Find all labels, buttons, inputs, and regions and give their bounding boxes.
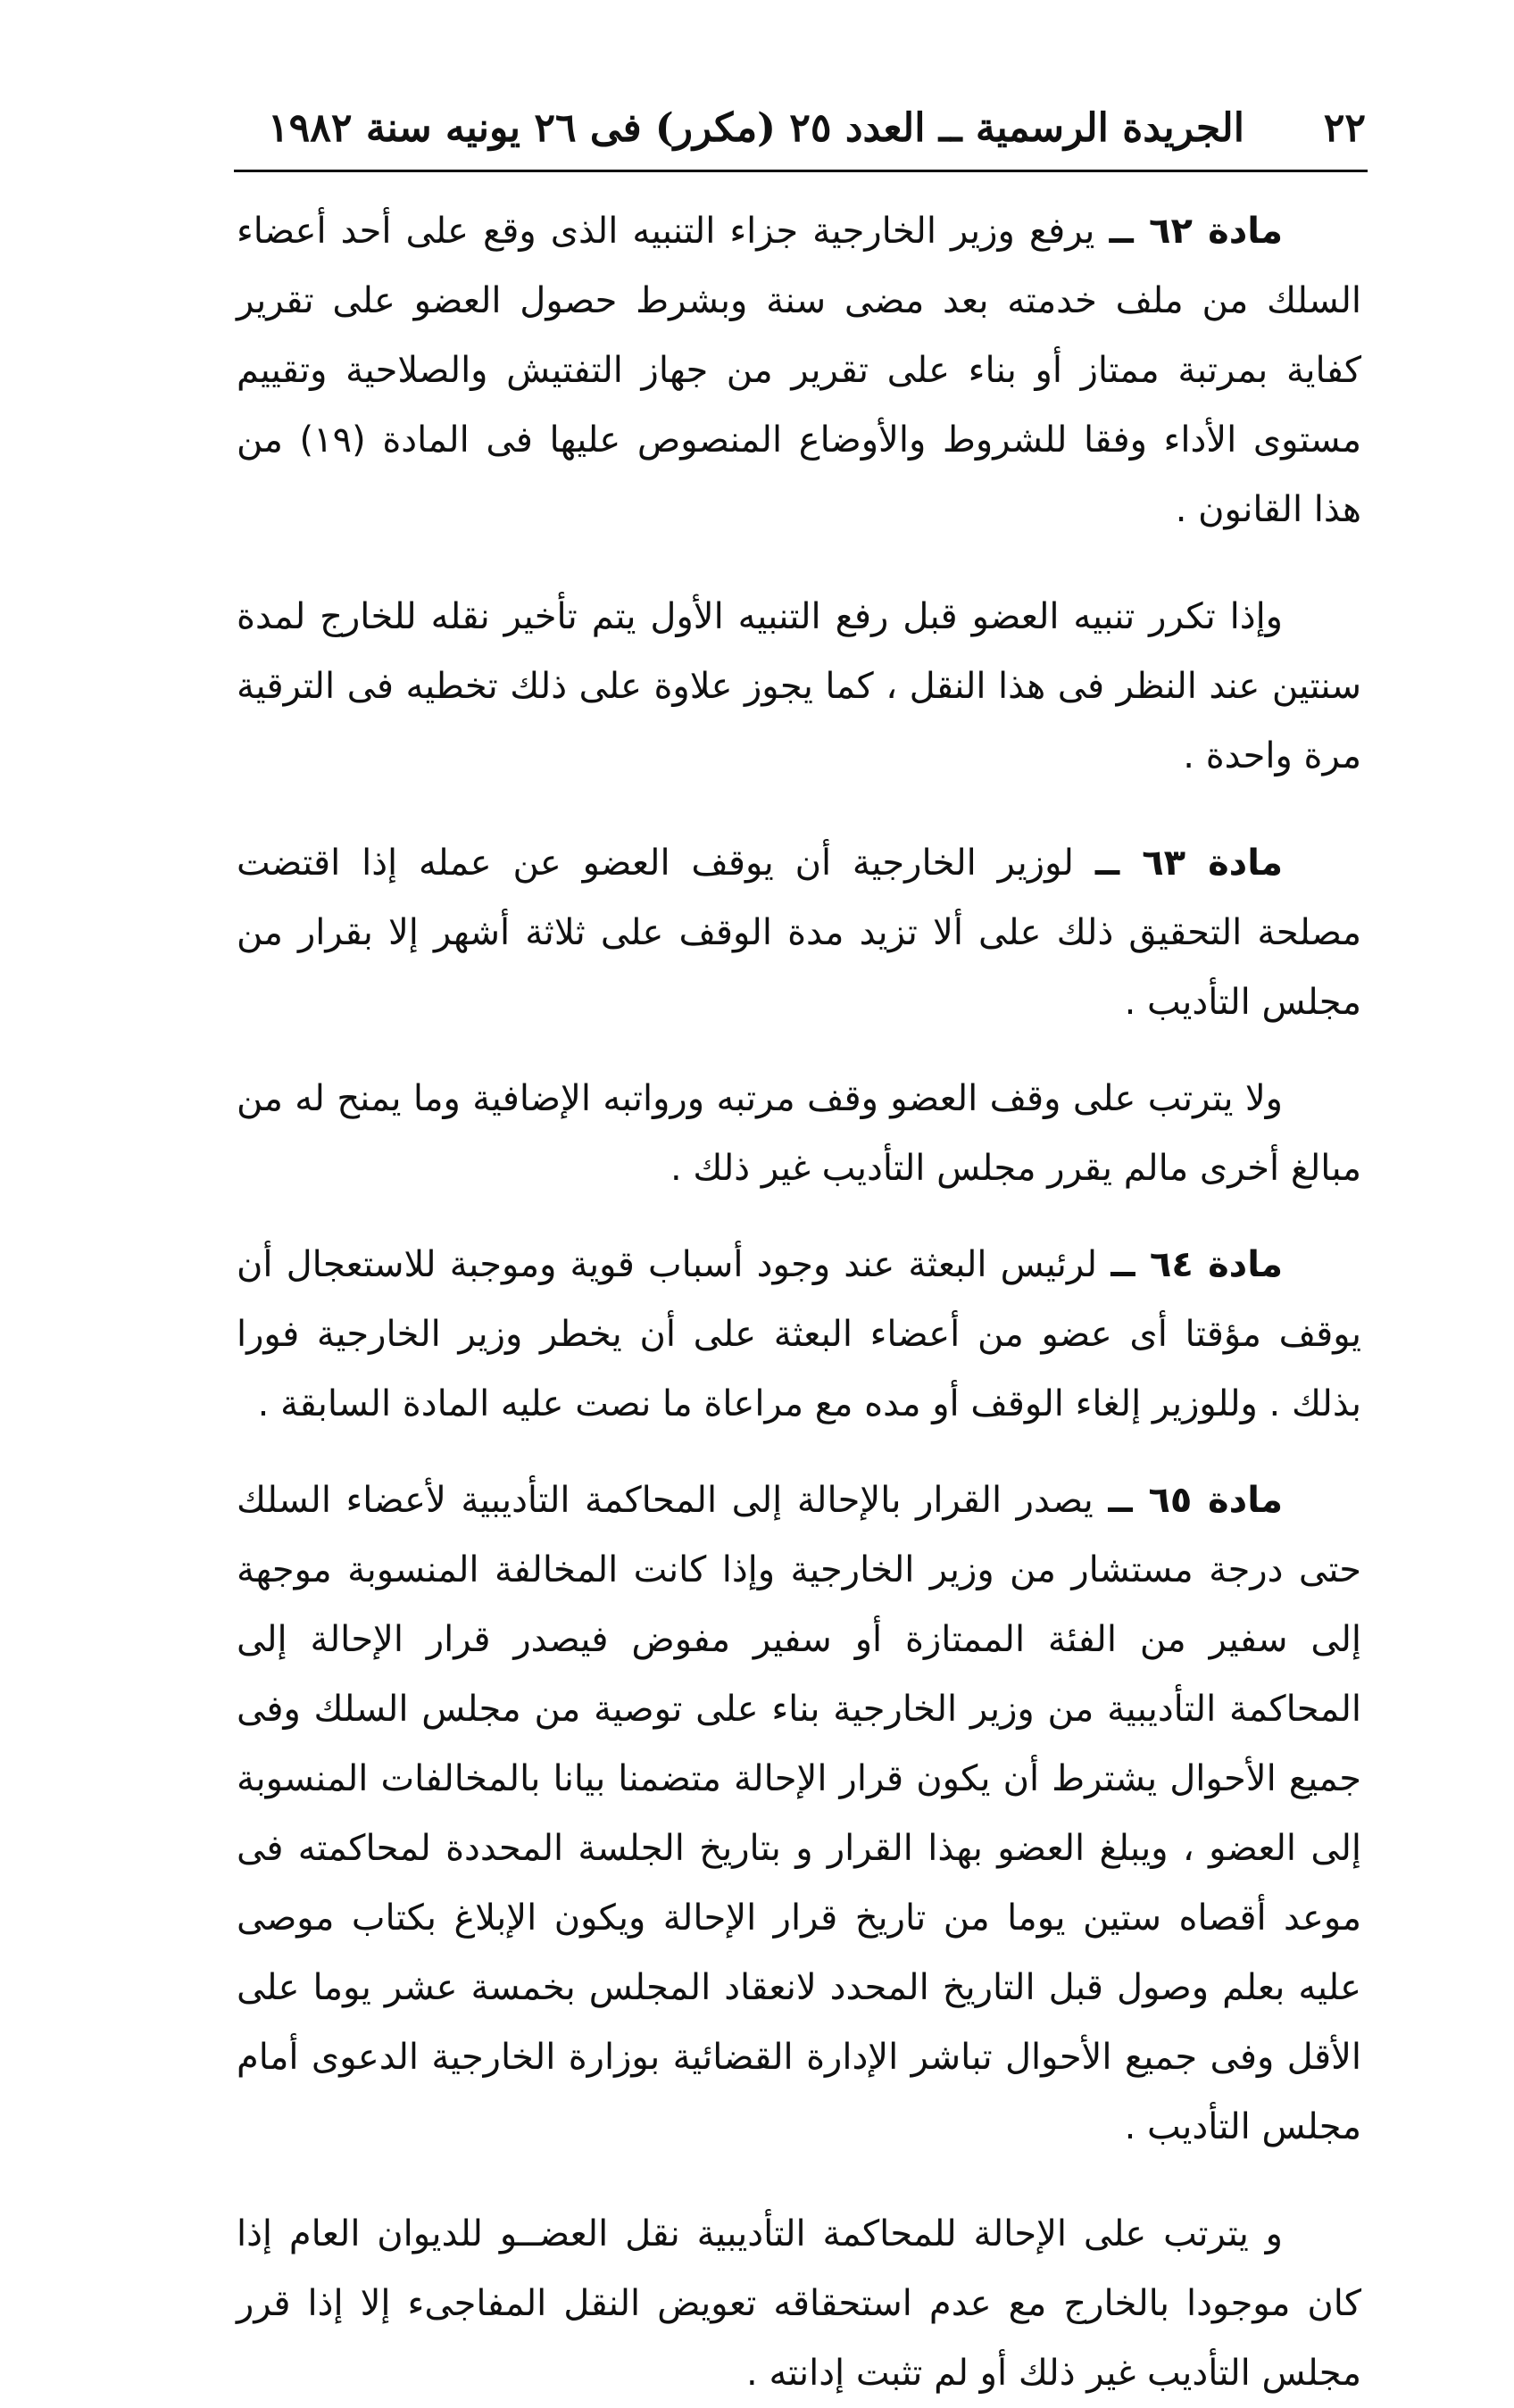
article-label: مادة ٦٥ ــ [1108,1480,1283,1521]
document-body [237,196,1361,2408]
article-62 [237,196,1361,544]
article-text: لرئيس البعثة عند وجود أسباب قوية وموجبة للاستعجال أن يوقف مؤقتا أى عضو من أعضاء البعثة على أن يخطر وزير الخارجية فورا بذلك . وللوزير إلغاء الوقف أو مده مع مراعاة ما نصت عليه المادة السابقة . [237,1244,1361,1424]
article-63 [237,828,1361,1037]
gazette-title: الجريدة الرسمية ــ العدد ٢٥ (مكرر) فى ٢٦ يونيه سنة ١٩٨٢ [268,104,1244,151]
page-header [268,96,1366,159]
article-63-continuation [237,1064,1361,1203]
paragraph-text: وإذا تكرر تنبيه العضو قبل رفع التنبيه الأول يتم تأخير نقله للخارج لمدة سنتين عند النظر فى هذا النقل ، كما يجوز علاوة على ذلك تخطيه فى الترقية مرة واحدة . [237,596,1361,776]
article-label: مادة ٦٣ ــ [1094,843,1283,884]
header-divider [234,170,1368,172]
article-65 [237,1466,1361,2162]
article-62-continuation [237,582,1361,791]
paragraph-text: و يترتب على الإحالة للمحاكمة التأديبية نقل العضــو للديوان العام إذا كان موجودا بالخارج مع عدم استحقاقه تعويض النقل المفاجىء إلا إذا قرر مجلس التأديب غير ذلك أو لم تثبت إدانته . [237,2213,1361,2394]
article-text: يصدر القرار بالإحالة إلى المحاكمة التأديبية لأعضاء السلك حتى درجة مستشار من وزير الخارجية وإذا كانت المخالفة المنسوبة موجهة إلى سفير من الفئة الممتازة أو سفير مفوض فيصدر قرار الإحالة إلى المحاكمة التأديبية من وزير الخارجية بناء على توصية من مجلس السلك وفى جميع الأحوال يشترط أن يكون قرار الإحالة متضمنا بيانا بالمخالفات المنسوبة إلى العضو ، ويبلغ العضو بهذا القرار و بتاريخ الجلسة المحددة لمحاكمته فى موعد أقصاه ستين يوما من تاريخ قرار الإحالة ويكون الإبلاغ بكتاب موصى عليه بعلم وصول قبل التاريخ المحدد لانعقاد المجلس بخمسة عشر يوما على الأقل وفى جميع الأحوال تباشر الإدارة القضائية بوزارة الخارجية الدعوى أمام مجلس التأديب . [237,1480,1361,2147]
article-65-continuation [237,2199,1361,2408]
article-label: مادة ٦٤ ــ [1111,1244,1283,1285]
article-text: يرفع وزير الخارجية جزاء التنبيه الذى وقع على أحد أعضاء السلك من ملف خدمته بعد مضى سنة وبشرط حصول العضو على تقرير كفاية بمرتبة ممتاز أو بناء على تقرير من جهاز التفتيش والصلاحية وتقييم مستوى الأداء وفقا للشروط والأوضاع المنصوص عليها فى المادة (١٩) من هذا القانون . [237,211,1361,530]
page-number: ٢٢ [1323,104,1366,151]
article-64 [237,1230,1361,1439]
article-label: مادة ٦٢ ــ [1109,211,1284,252]
paragraph-text: ولا يترتب على وقف العضو وقف مرتبه ورواتبه الإضافية وما يمنح له من مبالغ أخرى مالم يقرر مجلس التأديب غير ذلك . [237,1078,1361,1189]
article-text: لوزير الخارجية أن يوقف العضو عن عمله إذا اقتضت مصلحة التحقيق ذلك على ألا تزيد مدة الوقف على ثلاثة أشهر إلا بقرار من مجلس التأديب . [237,843,1361,1023]
